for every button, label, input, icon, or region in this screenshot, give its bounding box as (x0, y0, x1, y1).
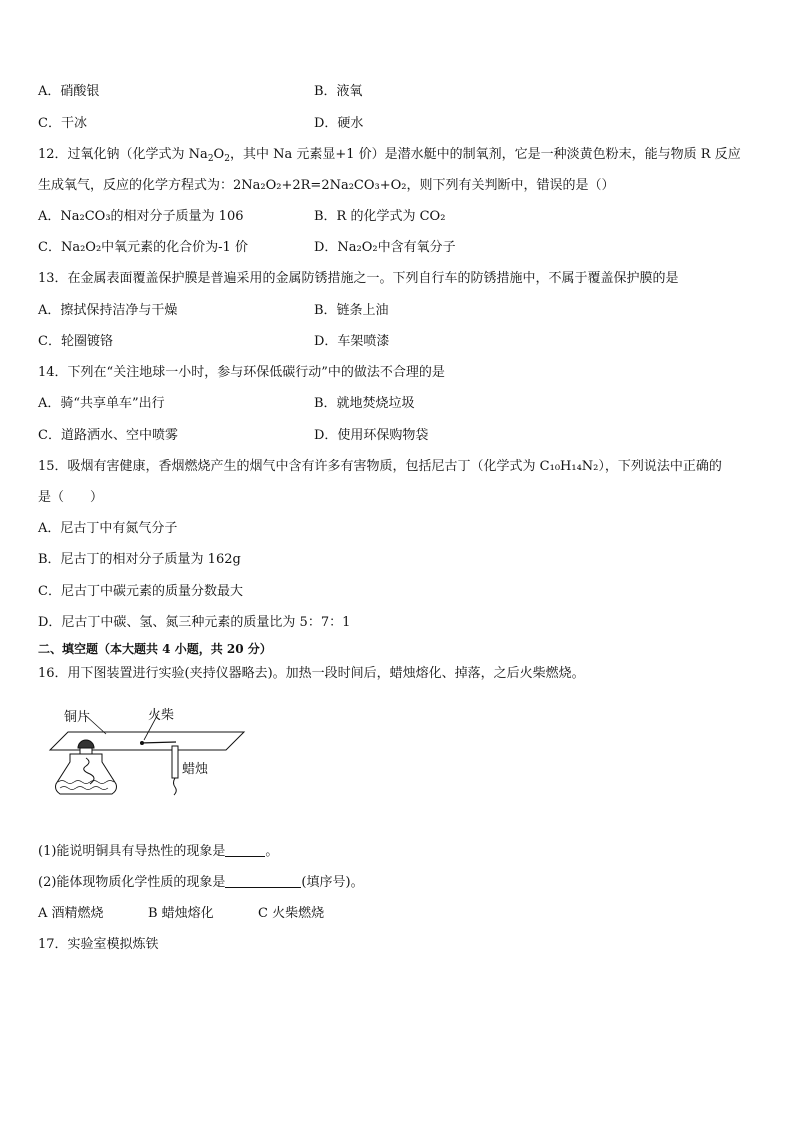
q11-option-d: D．硬水 (314, 116, 364, 131)
q13-option-b: B．链条上油 (314, 303, 389, 318)
q12-option-b: B．R 的化学式为 CO₂ (314, 209, 446, 224)
candle-body-shape (172, 746, 178, 778)
q16-sub2-answer-blank[interactable] (225, 874, 301, 888)
q12-option-c: C．Na₂O₂中氧元素的化合价为-1 价 (38, 240, 248, 255)
q12-option-d: D．Na₂O₂中含有氧分子 (314, 240, 456, 255)
lamp-body-shape (56, 754, 117, 794)
q16-choice-c: C 火柴燃烧 (258, 906, 325, 921)
candle-drip-shape (174, 778, 177, 795)
q12-stem-line1 (38, 146, 741, 168)
label-match: 火柴 (148, 708, 175, 723)
q15-option-a: A．尼古丁中有氮气分子 (38, 521, 178, 536)
q14-option-b: B．就地焚烧垃圾 (314, 396, 415, 411)
lamp-wick-cap-shape (78, 740, 94, 748)
q12-stem-line2: 生成氧气，反应的化学方程式为：2Na₂O₂+2R=2Na₂CO₃+O₂，则下列有关判断中，错误的是（） (38, 178, 615, 193)
q16-choice-a: A 酒精燃烧 (38, 906, 104, 921)
q13-option-a: A．擦拭保持洁净与干燥 (38, 303, 178, 318)
q16-sub2-end: (填序号)。 (301, 875, 364, 890)
q15-option-d: D．尼古丁中碳、氢、氮三种元素的质量比为 5：7：1 (38, 615, 351, 630)
q12-stem-part1: 12．过氧化钠（化学式为 Na (38, 147, 208, 162)
q15-option-c: C．尼古丁中碳元素的质量分数最大 (38, 584, 243, 599)
q12-sub1: 2 (207, 154, 214, 164)
q16-sub1 (38, 843, 278, 861)
q12-option-a: A．Na₂CO₃的相对分子质量为 106 (38, 209, 244, 224)
section-heading-fill-in: 二、填空题（本大题共 4 小题，共 20 分） (38, 642, 272, 656)
q11-option-c: C．干冰 (38, 116, 87, 131)
label-copper: 铜片 (64, 710, 91, 725)
q14-stem: 14．下列在“关注地球一小时，参与环保低碳行动”中的做法不合理的是 (38, 365, 445, 380)
q11-option-a: A．硝酸银 (38, 84, 100, 99)
q15-stem-line2: 是（ ） (38, 490, 104, 505)
q17-stem: 17．实验室模拟炼铁 (38, 937, 159, 952)
q15-option-b: B．尼古丁的相对分子质量为 162g (38, 552, 241, 567)
q16-sub2 (38, 874, 364, 892)
q16-sub1-text: (1)能说明铜具有导热性的现象是 (38, 844, 226, 859)
q12-stem-part2: O (213, 147, 225, 162)
q16-sub1-end: 。 (265, 844, 279, 859)
lamp-neck-shape (80, 748, 92, 754)
q13-stem: 13．在金属表面覆盖保护膜是普遍采用的金属防锈措施之一。下列自行车的防锈措施中，不属于覆盖保护膜的是 (38, 271, 679, 286)
q16-choices (38, 905, 324, 923)
q14-option-d: D．使用环保购物袋 (314, 428, 429, 443)
match-stick-shape (140, 742, 176, 743)
q12-stem-part3: ，其中 Na 元素显+1 价）是潜水艇中的制氧剂，它是一种淡黄色粉末，能与物质 R 反应 (229, 147, 741, 162)
q11-option-b: B．液氧 (314, 84, 363, 99)
q16-sub1-answer-blank[interactable] (225, 843, 265, 857)
label-candle: 蜡烛 (182, 762, 209, 777)
q16-apparatus-figure (36, 702, 256, 832)
q13-option-d: D．车架喷漆 (314, 334, 390, 349)
q16-stem: 16．用下图装置进行实验(夹持仪器略去)。加热一段时间后，蜡烛熔化、掉落，之后火柴燃烧。 (38, 666, 585, 681)
q13-option-c: C．轮圈镀铬 (38, 334, 113, 349)
q16-choice-b: B 蜡烛熔化 (148, 906, 214, 921)
q15-stem-line1: 15．吸烟有害健康，香烟燃烧产生的烟气中含有许多有害物质，包括尼古丁（化学式为 C₁₀H₁₄N₂），下列说法中正确的 (38, 459, 722, 474)
q14-option-a: A．骑“共享单车”出行 (38, 396, 165, 411)
match-head-shape (140, 741, 144, 745)
q16-sub2-text: (2)能体现物质化学性质的现象是 (38, 875, 226, 890)
q12-sub2: 2 (224, 154, 230, 164)
q14-option-c: C．道路洒水、空中喷雾 (38, 428, 178, 443)
